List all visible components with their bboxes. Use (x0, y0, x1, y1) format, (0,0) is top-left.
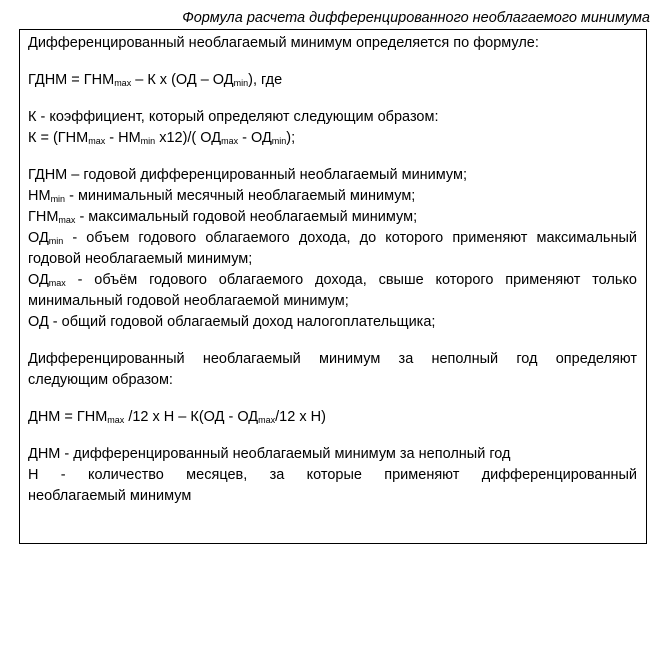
def-dnm: ДНМ - дифференцированный необлагаемый минимум за неполный год (28, 446, 511, 462)
partial-year-line2: следующим образом: (28, 372, 173, 388)
intro-text: Дифференцированный необлагаемый минимум определяется по формуле: (28, 35, 539, 51)
def-n-line2: необлагаемый минимум (28, 488, 192, 504)
def-od-max-line1: $ОД_{max}$ - объём годового облагаемого дохода, свыше которого применяют только (28, 272, 637, 288)
figure-caption: Формула расчета дифференцированного необлагаемого минимума (182, 10, 650, 26)
formula-box (19, 29, 647, 544)
def-od: ОД - общий годовой облагаемый доход налогоплательщика; (28, 314, 436, 330)
def-gnm-max: $ГНМ_{max}$ - максимальный годовой необлагаемый минимум; (28, 209, 418, 225)
def-od-min-line1: $ОД_{min}$ - объем годового облагаемого дохода, до которого применяют максимальный (28, 230, 637, 246)
def-od-max-line2: минимальный годовой необлагаемой минимум; (28, 293, 349, 309)
formula-k: $К = (ГНМ_{max} - НМ_{min}$ х12)/( $ОД_{max} - ОД_{min}$); (28, 130, 296, 146)
def-od-min-line2: годовой необлагаемый минимум; (28, 251, 253, 267)
formula-gdnm: ГДНМ = $ГНМ_{max}$ – К х $(ОД - ОД_{min})$, где (28, 72, 283, 88)
k-intro: К - коэффициент, который определяют следующим образом: (28, 109, 439, 125)
def-gdnm: ГДНМ – годовой дифференцированный необлагаемый минимум; (28, 167, 467, 183)
def-nm-min: $НМ_{min}$ - минимальный месячный необлагаемый минимум; (28, 188, 416, 204)
formula-dnm: ДНМ = $ГНМ_{max}$ /12 х Н – $К(ОД - ОД_{max}/12$ х Н) (28, 409, 326, 425)
def-n-line1: Н - количество месяцев, за которые применяют дифференцированный (28, 467, 637, 483)
partial-year-line1: Дифференцированный необлагаемый минимум за неполный год определяют (28, 351, 637, 367)
